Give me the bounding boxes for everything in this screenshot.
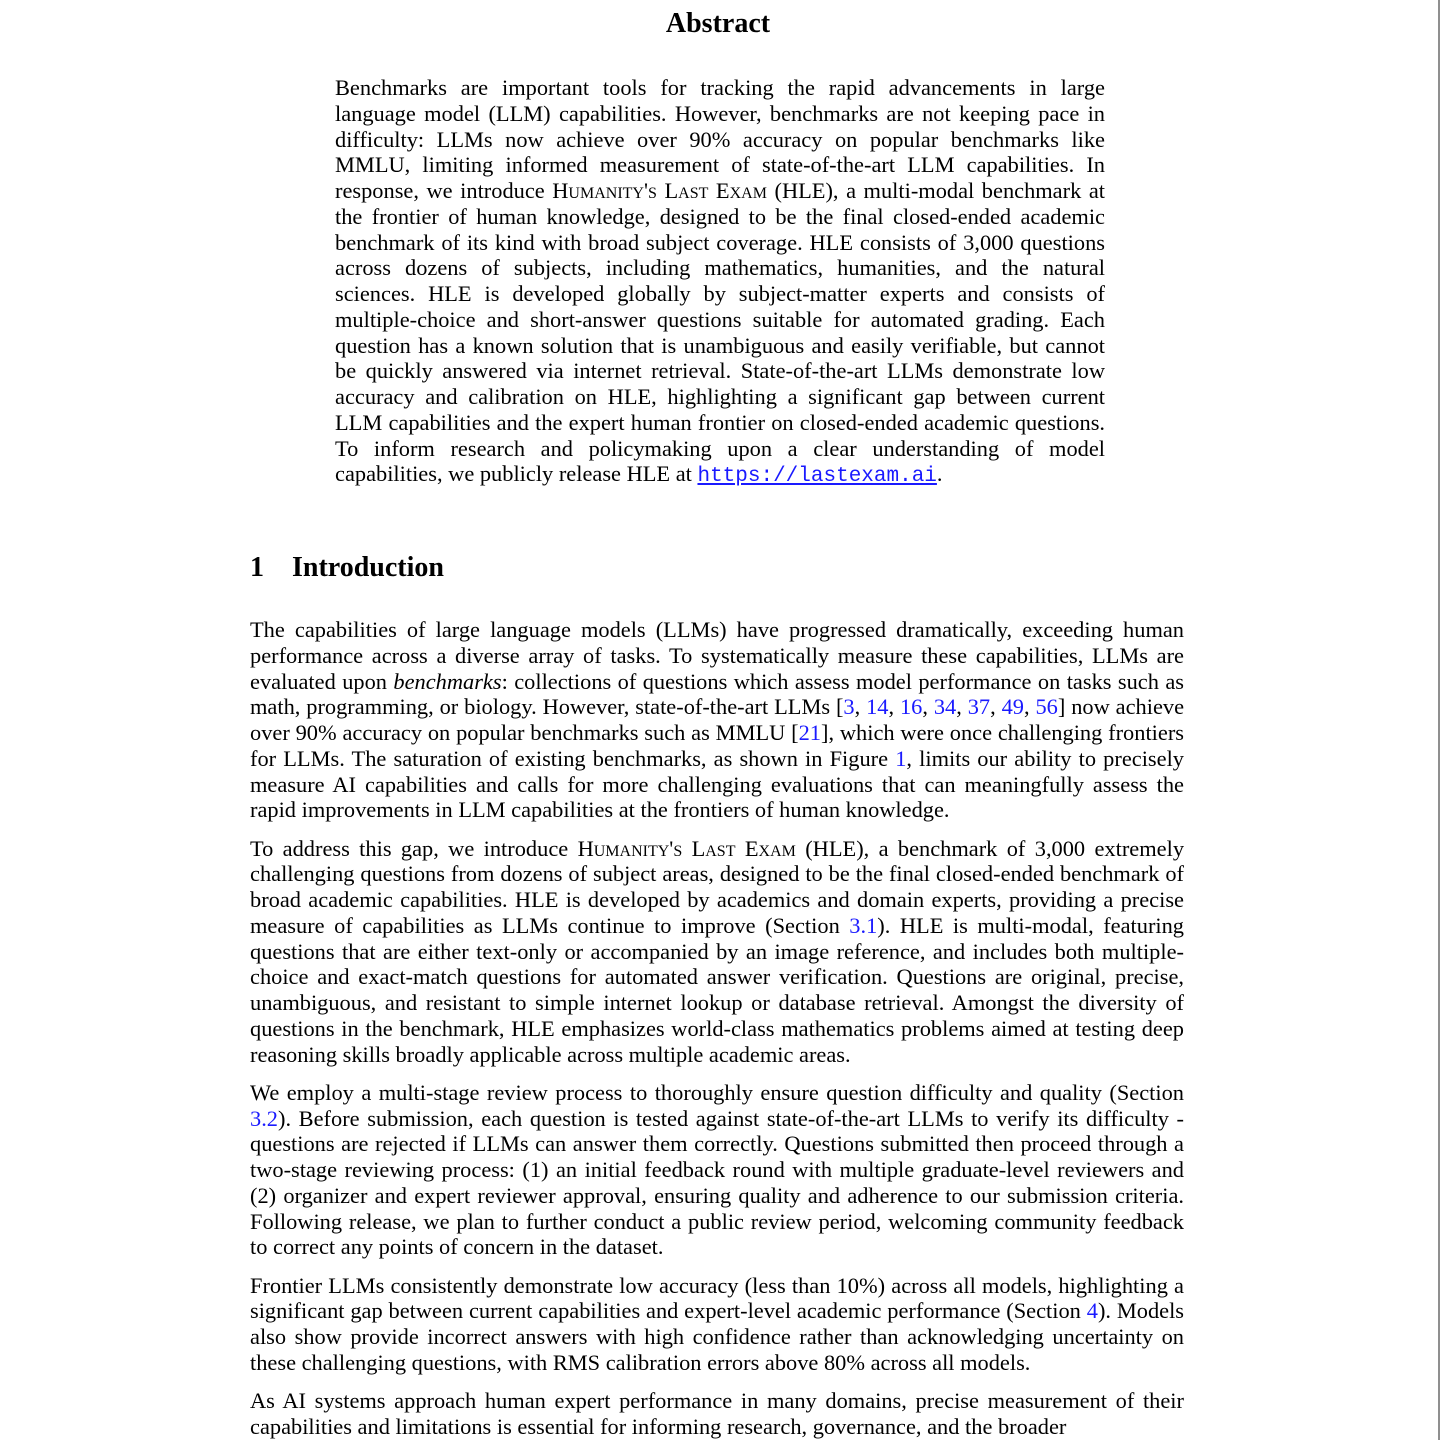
citation-link[interactable]: 16 [899, 694, 923, 720]
figure-reference-link[interactable]: 1 [895, 745, 907, 771]
lastexam-url-link[interactable]: https://lastexam.ai [697, 465, 937, 489]
intro-paragraph-1: The capabilities of large language models (LLMs) have progressed dramatically, exceeding human performance across a diverse array of tasks. To systematically measure these capabilities, LLMs are evaluated upon benchmarks: collections of questions which assess model performance on tasks such as math, programming, or biology. However, state-of-the-art LLMs [3, 14, 16, 34, 37, 49, 56] now achieve over 90% accuracy on popular benchmarks such as MMLU [21], which were once challenging frontiers for LLMs. The saturation of existing benchmarks, as shown in Figure 1, limits our ability to precisely measure AI capabilities and calls for more challenging evaluations that can meaningfully assess the rapid improvements in LLM capabilities at the frontiers of human knowledge. [250, 617, 1185, 823]
intro-text: (HLE), a benchmark of 3,000 extremely challenging questions from dozens of subject areas, designed to be the final closed-ended benchmark of broad academic capabilities. HLE is developed by academics and domain experts, providing a precise measure of capabilities as LLMs continue to improve (Section [250, 835, 1185, 938]
intro-text: We employ a multi-stage review process to thoroughly ensure question difficulty and quality (Section [250, 1079, 1184, 1105]
intro-paragraph-5 [250, 1388, 1184, 1440]
citation-link[interactable]: 14 [866, 694, 889, 720]
abstract-text: (HLE), a multi-modal benchmark at the frontier of human knowledge, designed to be the final closed-ended academic benchmark of its kind with broad subject coverage. HLE consists of 3,000 questions across dozens of subjects, including mathematics, humanities, and the natural sciences. HLE is developed globally by subject-matter experts and consists of multiple-choice and short-answer questions suitable for automated grading. Each question has a known solution that is unambiguous and easily verifiable, but cannot be quickly answered via internet retrieval. State-of-the-art LLMs demonstrate low accuracy and calibration on HLE, highlighting a significant gap between current LLM capabilities and the expert human frontier on closed-ended academic questions. To inform research and policymaking upon a clear understanding of model capabilities, we publicly release HLE at [335, 178, 1105, 487]
intro-text: As AI systems approach human expert performance in many domains, precise measurement of their capabilities and limitations is essential for informing research, governance, and the broader [250, 1388, 1184, 1439]
intro-text: The capabilities of large language models (LLMs) have progressed dramatically, exceeding human performance across a diverse array of tasks. To systematically measure these capabilities, LLMs are evaluated upon [250, 617, 1184, 694]
intro-paragraph-4 [250, 1273, 1184, 1376]
intro-text: ). HLE is multi-modal, featuring questions that are either text-only or accompanied by an image reference, and includes both multiple-choice and exact-match questions for automated answer verification. Questions are original, precise, unambiguous, and resistant to simple internet lookup or database retrieval. Amongst the diversity of questions in the benchmark, HLE emphasizes world-class mathematics problems aimed at testing deep reasoning skills broadly applicable across multiple academic areas. [250, 912, 1185, 1067]
intro-text: ], which were once challenging frontiers for LLMs. The saturation of existing benchmarks, as shown in Figure [250, 720, 1184, 771]
intro-text: , limits our ability to precisely measure AI capabilities and calls for more challenging evaluations that can meaningfully assess the rapid improvements in LLM capabilities at the frontiers of human knowledge. [250, 745, 1184, 823]
intro-text: ). Models also show provide incorrect answers with high confidence rather than acknowledging uncertainty on these challenging questions, with RMS calibration errors above 80% across all models. [250, 1298, 1185, 1375]
intro-text: To address this gap, we introduce [250, 835, 578, 861]
intro-paragraph-2 [250, 836, 1184, 1068]
abstract-heading: Abstract [665, 8, 771, 39]
abstract-text: . [936, 461, 943, 487]
section-heading-introduction [250, 550, 444, 586]
intro-paragraph-3 [250, 1080, 1184, 1260]
section-reference-link[interactable]: 4 [1086, 1298, 1098, 1324]
intro-text: : collections of questions which assess model performance on tasks such as math, programming, or biology. However, state-of-the-art LLMs [ [250, 668, 1184, 720]
citation-link-mmlu[interactable]: 21 [798, 720, 821, 745]
citation-link[interactable]: 49 [1001, 694, 1024, 720]
citation-link[interactable]: 34 [933, 694, 957, 720]
section-reference-link[interactable]: 3.2 [250, 1105, 278, 1131]
section-reference-link[interactable]: 3.1 [849, 912, 878, 938]
introduction-body [250, 617, 1184, 1452]
citation-link[interactable]: 37 [967, 694, 991, 720]
intro-text: Frontier LLMs consistently demonstrate low accuracy (less than 10%) across all models, highlighting a significant gap between current capabilities and expert-level academic performance (Section [250, 1272, 1184, 1324]
abstract-text: Benchmarks are important tools for tracking the rapid advancements in large language model (LLM) capabilities. However, benchmarks are not keeping pace in difficulty: LLMs now achieve over 90% accuracy on popular benchmarks like MMLU, limiting informed measurement of state-of-the-art LLM capabilities. In response, we introduce [335, 75, 1105, 203]
emphasis-benchmarks: benchmarks [393, 668, 502, 694]
abstract-paragraph [335, 75, 1105, 490]
citation-link[interactable]: 3 [843, 694, 855, 720]
intro-text: ] now achieve over 90% accuracy on popular benchmarks such as MMLU [ [250, 694, 1185, 745]
section-number: 1 [250, 552, 264, 583]
citation-link[interactable]: 56 [1035, 694, 1058, 720]
abstract-body [335, 75, 1105, 490]
benchmark-name: Humanity's Last Exam [577, 835, 796, 861]
benchmark-name: Humanity's Last Exam [552, 178, 767, 203]
intro-text: ). Before submission, each question is tested against state-of-the-art LLMs to verify its difficulty - questions are rejected if LLMs can answer them correctly. Questions submitted then proceed through a two-stage reviewing process: (1) an initial feedback round with multiple graduate-level reviewers and (2) organizer and expert reviewer approval, ensuring quality and adherence to our submission criteria. Following release, we plan to further conduct a public review period, welcoming community feedback to correct any points of concern in the dataset. [250, 1105, 1184, 1260]
section-title: Introduction [292, 552, 444, 583]
